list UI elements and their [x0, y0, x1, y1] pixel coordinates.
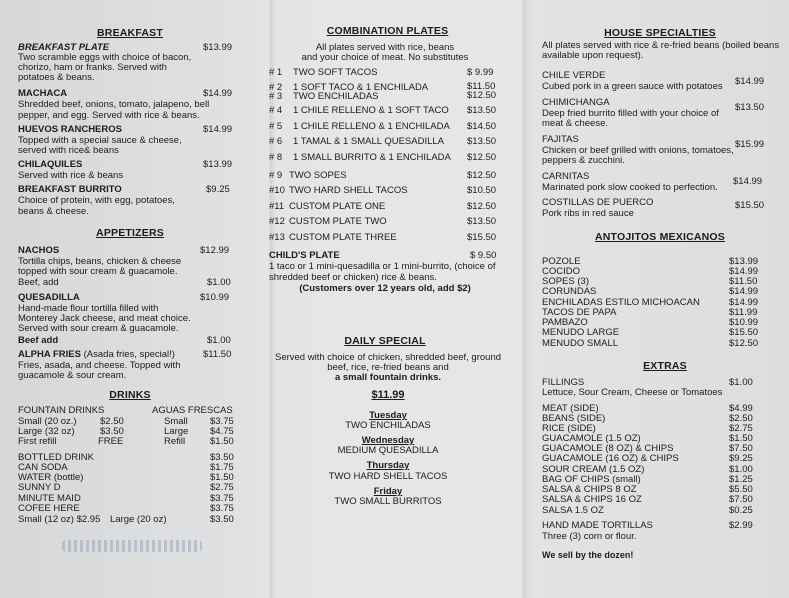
- menu-item-price: $13.99: [203, 159, 233, 170]
- day-item: TWO SMALL BURRITOS: [334, 496, 442, 507]
- menu-item-price: $11.50: [729, 276, 758, 287]
- drink-price: $3.50: [210, 452, 234, 463]
- menu-item-desc: Served with sour cream & guacamole.: [18, 323, 179, 334]
- plate-number: #12: [269, 216, 285, 227]
- combination-subtitle: All plates served with rice, beans: [315, 42, 455, 53]
- plate-number: # 8: [269, 152, 283, 163]
- menu-item-price: $1.50: [729, 433, 753, 444]
- menu-item-price: $15.50: [729, 327, 759, 338]
- house-subtitle: All plates served with rice & re-fried beans (boiled beans: [542, 40, 780, 51]
- menu-item-price: $2.50: [729, 413, 753, 424]
- menu-item-name: CHIMICHANGA: [542, 97, 610, 108]
- plate-name: CUSTOM PLATE ONE: [289, 201, 386, 212]
- combination-heading: COMBINATION PLATES: [326, 25, 449, 37]
- house-subtitle: available upon request).: [542, 50, 644, 61]
- drink-price: $3.75: [210, 493, 234, 504]
- drink-name: SUNNY D: [18, 482, 61, 493]
- plate-number: # 6: [269, 136, 283, 147]
- menu-item-desc: Choice of protein, with egg, potatoes,: [18, 195, 175, 206]
- plate-number: # 3: [269, 91, 283, 102]
- plate-name: 1 SMALL BURRITO & 1 ENCHILADA: [293, 152, 451, 163]
- breakfast-heading: BREAKFAST: [97, 27, 163, 39]
- drink-name: First refill: [18, 436, 57, 447]
- menu-item-desc: peppers & zucchini.: [542, 155, 625, 166]
- plate-name: 1 SOFT TACO & 1 ENCHILADA: [293, 82, 429, 93]
- menu-item-name: SALSA & CHIPS 8 OZ: [542, 484, 637, 495]
- menu-item-name: SALSA 1.5 OZ: [542, 505, 604, 516]
- drink-price: $2.75: [210, 482, 234, 493]
- plate-number: # 9: [269, 170, 283, 181]
- menu-item-name: FILLINGS: [542, 377, 585, 388]
- menu-item-price: $13.50: [735, 102, 765, 113]
- menu-item-price: $1.00: [729, 464, 753, 475]
- menu-item-desc: Cubed pork in a green sauce with potatoes: [542, 81, 723, 92]
- plate-price: $12.50: [467, 201, 497, 212]
- house-specialties-heading: HOUSE SPECIALTIES: [604, 27, 716, 39]
- menu-item-desc: Hand-made flour tortilla filled with: [18, 303, 159, 314]
- day-label: Thursday: [366, 460, 410, 471]
- plate-price: $13.50: [467, 216, 497, 227]
- drink-name: Large: [164, 426, 189, 437]
- plate-name: CUSTOM PLATE TWO: [289, 216, 387, 227]
- day-label: Tuesday: [369, 410, 407, 421]
- menu-item-name: BREAKFAST PLATE: [18, 42, 110, 53]
- menu-item-desc: Topped with a special sauce & cheese,: [18, 135, 182, 146]
- drink-price: $2.50: [100, 416, 124, 427]
- menu-item-price: $14.99: [729, 297, 759, 308]
- menu-item-extra: Beef, add: [18, 277, 59, 288]
- menu-item-name: BAG OF CHIPS (small): [542, 474, 641, 485]
- menu-item-desc: topped with sour cream & guacamole.: [18, 266, 178, 277]
- plate-number: #10: [269, 185, 285, 196]
- menu-item-name: CHILAQUILES: [18, 159, 83, 170]
- drink-price: $3.50: [100, 426, 124, 437]
- drink-name: MINUTE MAID: [18, 493, 81, 504]
- appetizers-heading: APPETIZERS: [96, 227, 164, 239]
- daily-special-price: $11.99: [371, 389, 405, 401]
- menu-item-price: $14.99: [733, 176, 763, 187]
- plate-name: TWO SOFT TACOS: [293, 67, 378, 78]
- combination-subtitle: and your choice of meat. No substitutes: [301, 52, 469, 63]
- menu-item-desc: chorizo, ham or franks. Served with: [18, 62, 167, 73]
- drinks-subheading: FOUNTAIN DRINKS: [18, 405, 105, 416]
- drinks-subheading: AGUAS FRESCAS: [152, 405, 233, 416]
- menu-item-name: SALSA & CHIPS 16 OZ: [542, 494, 642, 505]
- menu-item-desc: Shredded beef, onions, tomato, jalapeno, bell: [18, 99, 210, 110]
- plate-price: $15.50: [467, 232, 497, 243]
- menu-item-name: CORUNDAS: [542, 286, 597, 297]
- drinks-heading: DRINKS: [109, 389, 151, 401]
- menu-item-desc: Chicken or beef grilled with onions, tomatoes,: [542, 145, 734, 156]
- drink-name: CAN SODA: [18, 462, 68, 473]
- menu-item-name: HUEVOS RANCHEROS: [18, 124, 122, 135]
- plate-price: $11.50: [467, 81, 496, 92]
- daily-special-desc: a small fountain drinks.: [334, 372, 442, 383]
- menu-item-name: COCIDO: [542, 266, 580, 277]
- drink-name: Large (32 oz): [18, 426, 75, 437]
- daily-special-heading: DAILY SPECIAL: [344, 335, 426, 347]
- menu-item-price: $15.99: [735, 139, 765, 150]
- menu-item-name: HAND MADE TORTILLAS: [542, 520, 653, 531]
- menu-item-price: $14.99: [729, 286, 759, 297]
- child-plate-note: (Customers over 12 years old, add $2): [299, 283, 471, 294]
- menu-item-price: $13.99: [729, 256, 759, 267]
- menu-item-desc: Lettuce, Sour Cream, Cheese or Tomatoes: [542, 387, 723, 398]
- drink-price: FREE: [98, 436, 124, 447]
- drink-name: Small (12 oz) $2.95: [18, 514, 101, 525]
- plate-price: $12.50: [467, 90, 497, 101]
- daily-special-desc: Served with choice of chicken, shredded beef, ground: [274, 352, 502, 363]
- menu-item-name: CARNITAS: [542, 171, 590, 182]
- menu-item-price: $13.99: [203, 42, 233, 53]
- child-plate-desc: 1 taco or 1 mini-quesadilla or 1 mini-burrito, (choice of: [269, 261, 496, 272]
- menu-item-desc: Pork ribs in red sauce: [542, 208, 634, 219]
- day-label: Wednesday: [361, 435, 415, 446]
- menu-item-desc: Served with rice & beans: [18, 170, 124, 181]
- menu-item-price: $11.99: [729, 307, 758, 318]
- plate-price: $12.50: [467, 152, 497, 163]
- menu-item-price: $14.99: [735, 76, 765, 87]
- plate-name: 1 TAMAL & 1 SMALL QUESADILLA: [293, 136, 445, 147]
- menu-item-name: PAMBAZO: [542, 317, 588, 328]
- menu-item-name: MEAT (SIDE): [542, 403, 599, 414]
- drink-name: WATER (bottle): [18, 472, 84, 483]
- menu-item-desc: Tortilla chips, beans, chicken & cheese: [18, 256, 182, 267]
- plate-name: CUSTOM PLATE THREE: [289, 232, 397, 243]
- plate-price: $14.50: [467, 121, 497, 132]
- menu-item-price: $9.25: [729, 453, 753, 464]
- plate-price: $13.50: [467, 105, 497, 116]
- menu-item-name: ALPHA FRIES (Asada fries, special!): [18, 349, 175, 360]
- plate-number: # 5: [269, 121, 283, 132]
- plate-number: # 2: [269, 82, 283, 93]
- menu-item-name: BREAKFAST BURRITO: [18, 184, 122, 195]
- menu-item-name: MENUDO SMALL: [542, 338, 619, 349]
- menu-item-name: SOUR CREAM (1.5 OZ): [542, 464, 645, 475]
- menu-item-price: $2.75: [729, 423, 753, 434]
- menu-item-extra: Beef add: [18, 335, 59, 346]
- drink-price: $3.50: [210, 514, 234, 525]
- menu-item-name: NACHOS: [18, 245, 60, 256]
- day-item: TWO HARD SHELL TACOS: [328, 471, 448, 482]
- child-plate-name: CHILD'S PLATE: [269, 250, 340, 261]
- menu-item-name: ENCHILADAS ESTILO MICHOACAN: [542, 297, 700, 308]
- dozen-note: We sell by the dozen!: [542, 550, 634, 560]
- plate-number: # 1: [269, 67, 283, 78]
- menu-item-desc: beans & cheese.: [18, 206, 89, 217]
- menu-item-price: $12.50: [729, 338, 759, 349]
- menu-item-price: $1.00: [207, 277, 231, 288]
- plate-name: 1 CHILE RELLENO & 1 SOFT TACO: [293, 105, 449, 116]
- day-label: Friday: [373, 486, 403, 497]
- menu-item-price: $1.00: [729, 377, 753, 388]
- plate-number: #13: [269, 232, 285, 243]
- menu-item-desc: meat & cheese.: [542, 118, 609, 129]
- drink-price: $4.75: [210, 426, 234, 437]
- menu-item-desc: potatoes & beans.: [18, 72, 95, 83]
- menu-item-desc: pepper, and egg. Served with rice & beans.: [18, 110, 200, 121]
- menu-item-price: $1.25: [729, 474, 753, 485]
- menu-item-name: GUACAMOLE (1.5 OZ): [542, 433, 641, 444]
- menu-item-name: SOPES (3): [542, 276, 589, 287]
- drink-price: $3.75: [210, 416, 234, 427]
- menu-item-price: $5.50: [729, 484, 753, 495]
- daily-special-desc: beef, rice, re-fried beans and: [327, 362, 449, 373]
- menu-item-price: $11.50: [203, 349, 232, 360]
- menu-item-price: $9.25: [206, 184, 230, 195]
- drink-name: Large (20 oz): [110, 514, 167, 525]
- menu-item-name: MENUDO LARGE: [542, 327, 620, 338]
- menu-item-price: $7.50: [729, 494, 753, 505]
- child-plate-price: $ 9.50: [470, 250, 497, 261]
- plate-number: # 4: [269, 105, 283, 116]
- plate-price: $12.50: [467, 170, 497, 181]
- menu-item-desc: Monterey Jack cheese, and meat choice.: [18, 313, 191, 324]
- menu-item-name: BEANS (SIDE): [542, 413, 606, 424]
- menu-item-price: $15.50: [735, 200, 765, 211]
- drink-price: $1.50: [210, 472, 234, 483]
- day-item: MEDIUM QUESADILLA: [337, 445, 439, 456]
- drink-price: $3.75: [210, 503, 234, 514]
- menu-item-price: $2.99: [729, 520, 753, 531]
- plate-number: #11: [269, 201, 285, 212]
- menu-item-desc: served with rice& beans: [18, 145, 119, 156]
- extras-heading: EXTRAS: [643, 360, 687, 372]
- menu-item-desc: Fries, asada, and cheese. Topped with: [18, 360, 181, 371]
- menu-item-name: GUACAMOLE (16 OZ) & CHIPS: [542, 453, 679, 464]
- menu-item-name: FAJITAS: [542, 134, 579, 145]
- menu-item-price: $10.99: [729, 317, 759, 328]
- drink-name: COFEE HERE: [18, 503, 80, 514]
- menu-item-price: $7.50: [729, 443, 753, 454]
- menu-item-price: $0.25: [729, 505, 753, 516]
- menu-item-price: $14.99: [203, 124, 233, 135]
- handwritten-scribble: [62, 540, 202, 552]
- menu-item-name: POZOLE: [542, 256, 581, 267]
- plate-name: TWO ENCHILADAS: [293, 91, 379, 102]
- menu-item-price: $12.99: [200, 245, 230, 256]
- drink-price: $1.75: [210, 462, 234, 473]
- menu-item-name: CHILE VERDE: [542, 70, 606, 81]
- menu-item-name: QUESADILLA: [18, 292, 80, 303]
- drink-name: BOTTLED DRINK: [18, 452, 95, 463]
- menu-item-desc: Three (3) corn or flour.: [542, 531, 637, 542]
- plate-name: TWO HARD SHELL TACOS: [289, 185, 408, 196]
- plate-name: TWO SOPES: [289, 170, 347, 181]
- menu-item-price: $1.00: [207, 335, 231, 346]
- drink-price: $1.50: [210, 436, 234, 447]
- drink-name: Small: [164, 416, 188, 427]
- menu-item-price: $10.99: [200, 292, 230, 303]
- menu-item-name: TACOS DE PAPA: [542, 307, 617, 318]
- child-plate-desc: shredded beef or chicken) rice & beans.: [269, 272, 437, 283]
- day-item: TWO ENCHILADAS: [345, 420, 431, 431]
- menu-item-name: COSTILLAS DE PUERCO: [542, 197, 654, 208]
- menu-item-desc: Marinated pork slow cooked to perfection.: [542, 182, 718, 193]
- plate-price: $13.50: [467, 136, 497, 147]
- antojitos-heading: ANTOJITOS MEXICANOS: [594, 231, 725, 243]
- plate-name: 1 CHILE RELLENO & 1 ENCHILADA: [293, 121, 450, 132]
- menu-item-name: RICE (SIDE): [542, 423, 596, 434]
- menu-item-name: MACHACA: [18, 88, 68, 99]
- menu-item-name: GUACAMOLE (8 OZ) & CHIPS: [542, 443, 674, 454]
- menu-item-desc: guacamole & sour cream.: [18, 370, 127, 381]
- drink-name: Refill: [164, 436, 186, 447]
- menu-item-price: $4.99: [729, 403, 753, 414]
- plate-price: $ 9.99: [467, 67, 494, 78]
- plate-price: $10.50: [467, 185, 497, 196]
- drink-name: Small (20 oz.): [18, 416, 77, 427]
- menu-item-price: $14.99: [729, 266, 759, 277]
- menu-item-price: $14.99: [203, 88, 233, 99]
- menu-item-desc: Deep fried burrito filled with your choice of: [542, 108, 719, 119]
- menu-item-desc: Two scramble eggs with choice of bacon,: [18, 52, 192, 63]
